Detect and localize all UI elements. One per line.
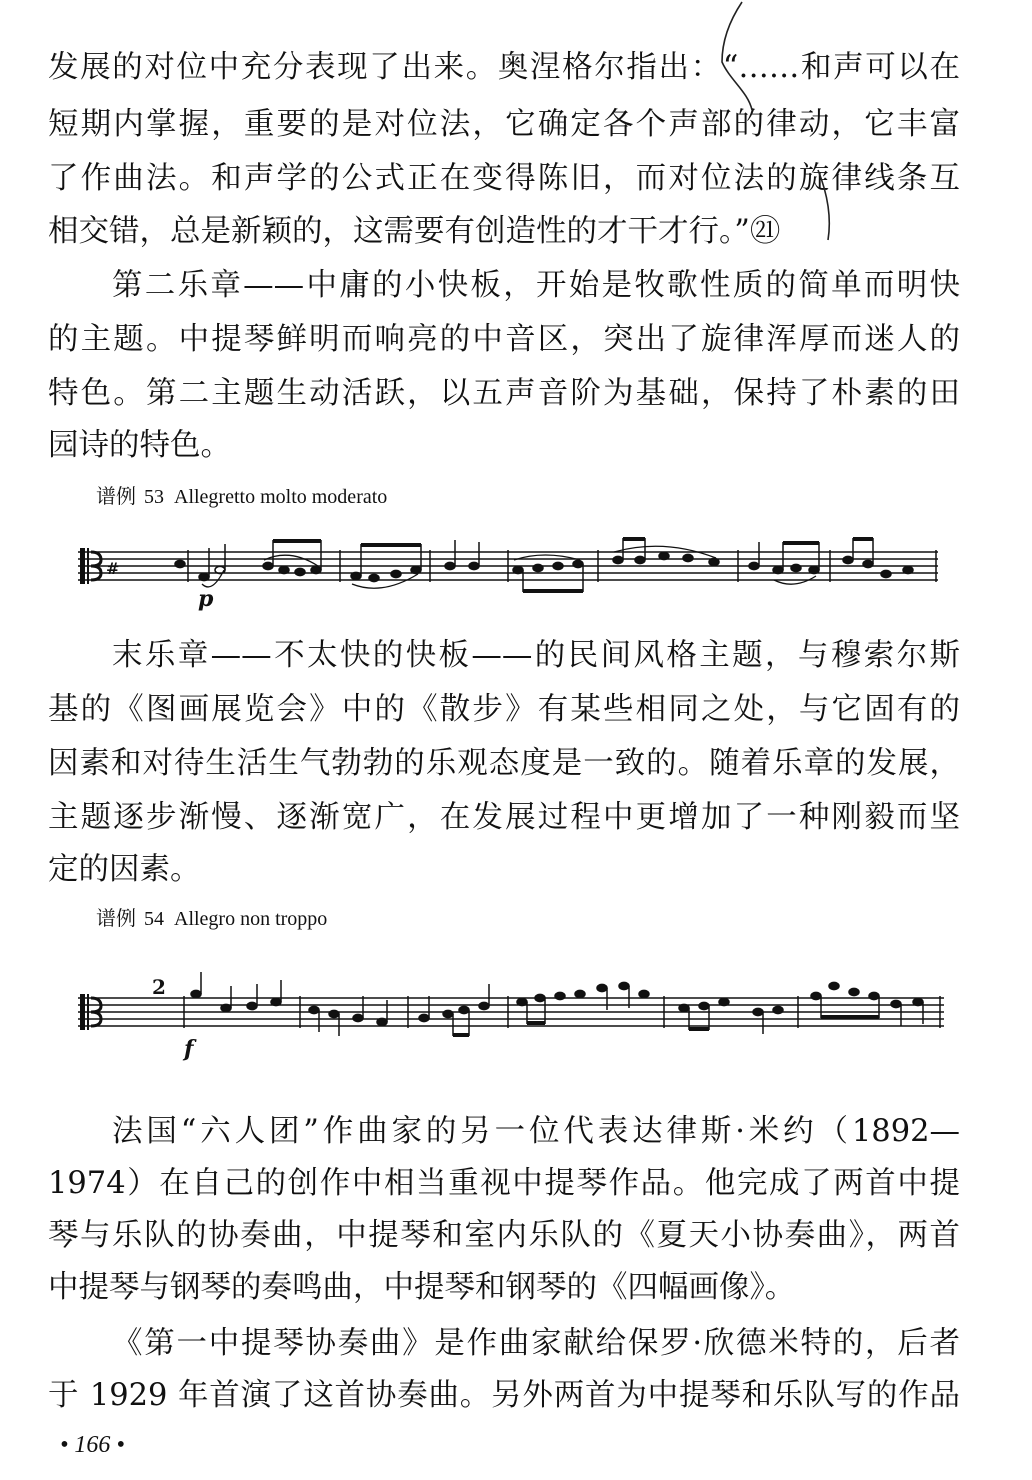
example-label: 谱例 xyxy=(96,908,136,930)
dynamic-marking: f xyxy=(184,1036,194,1062)
page-number: • 166 • xyxy=(60,1432,125,1458)
text-line: 于 1929 年首演了这首协奏曲。另外两首为中提琴和乐队写的作品 xyxy=(48,1378,960,1413)
text-line: 末乐章——不太快的快板——的民间风格主题，与穆索尔斯 xyxy=(112,638,960,673)
example-label: 谱例 xyxy=(96,486,136,508)
example-number: 53 xyxy=(144,486,164,508)
text-line: 主题逐步渐慢、逐渐宽广，在发展过程中更增加了一种刚毅而坚 xyxy=(48,800,960,835)
example-number: 54 xyxy=(144,908,164,930)
music-staff-example-54 xyxy=(78,966,948,1066)
text-line: 中提琴与钢琴的奏鸣曲，中提琴和钢琴的《四幅画像》。 xyxy=(48,1270,796,1305)
text-line: 短期内掌握，重要的是对位法，它确定各个声部的律动，它丰富 xyxy=(48,107,960,142)
text-line: 琴与乐队的协奏曲，中提琴和室内乐队的《夏天小协奏曲》，两首 xyxy=(48,1218,960,1253)
text-line: 因素和对待生活生气勃勃的乐观态度是一致的。随着乐章的发展， xyxy=(48,746,960,781)
pen-scribble xyxy=(700,0,850,260)
text-line: 特色。第二主题生动活跃，以五声音阶为基础，保持了朴素的田 xyxy=(48,376,960,411)
text-line: 了作曲法。和声学的公式正在变得陈旧，而对位法的旋律线条互 xyxy=(48,161,960,196)
text-line: 第二乐章——中庸的小快板，开始是牧歌性质的简单而明快 xyxy=(112,268,960,303)
text-line: 相交错，总是新颖的，这需要有创造性的才干才行。”㉑ xyxy=(48,214,781,249)
tempo-marking: Allegretto molto moderato xyxy=(174,486,388,508)
music-staff-example-53 xyxy=(78,530,942,614)
tempo-marking: Allegro non troppo xyxy=(174,908,328,930)
example-caption xyxy=(96,904,327,934)
text-line: 《第一中提琴协奏曲》是作曲家献给保罗·欣德米特的，后者 xyxy=(112,1326,960,1361)
dynamic-marking: p xyxy=(198,586,214,612)
text-line: 法国“六人团”作曲家的另一位代表达律斯·米约（1892— xyxy=(112,1114,960,1149)
text-line: 1974）在自己的创作中相当重视中提琴作品。他完成了两首中提 xyxy=(48,1166,960,1201)
text-line: 定的因素。 xyxy=(48,852,201,887)
example-caption xyxy=(96,482,387,512)
time-signature-icon xyxy=(106,559,119,578)
text-line: 发展的对位中充分表现了出来。奥涅格尔指出：“……和声可以在 xyxy=(48,50,960,85)
text-line: 园诗的特色。 xyxy=(48,428,231,463)
text-line: 的主题。中提琴鲜明而响亮的中音区，突出了旋律浑厚而迷人的 xyxy=(48,322,960,357)
svg-text:#: # xyxy=(106,559,120,578)
text-line: 基的《图画展览会》中的《散步》有某些相同之处，与它固有的 xyxy=(48,692,960,727)
meter-marking: 2 xyxy=(152,975,166,999)
